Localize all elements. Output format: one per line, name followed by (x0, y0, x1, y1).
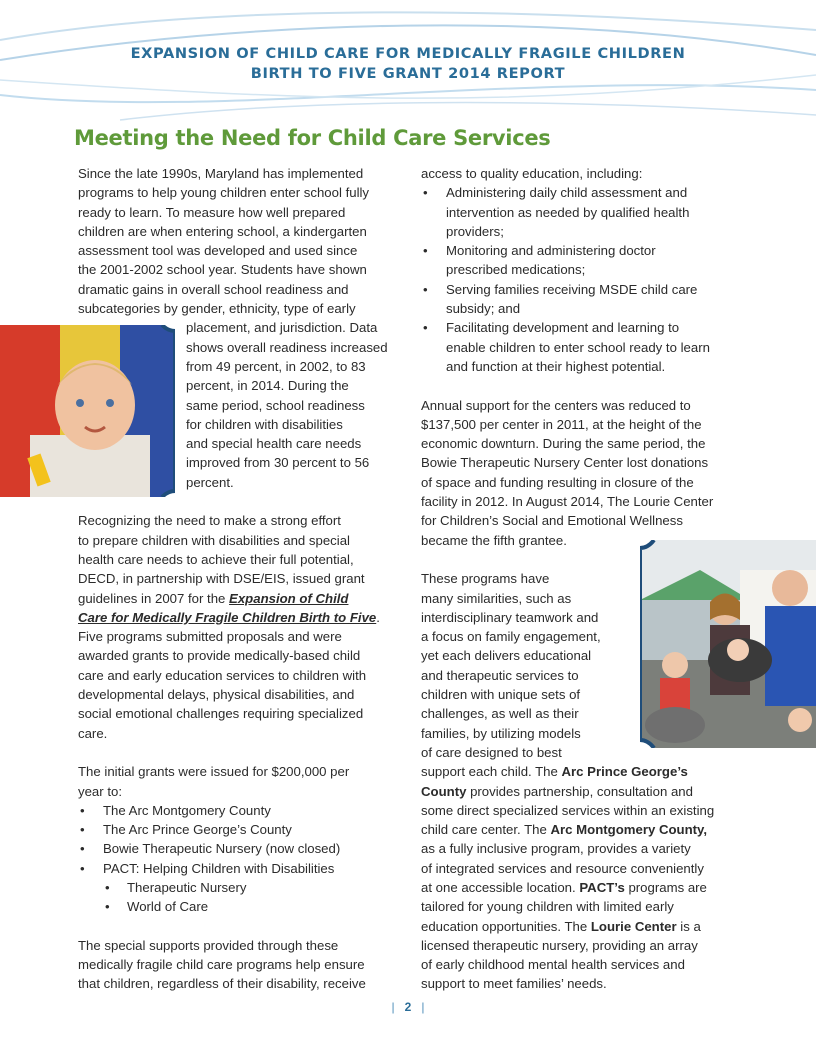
text-line: subsidy; and (446, 301, 521, 317)
text-line (78, 608, 418, 627)
text-line (78, 589, 418, 608)
text-line: care and early education services to children with (78, 667, 367, 683)
text-line: and therapeutic services to (421, 667, 579, 683)
text-line: access to quality education, including: (421, 166, 643, 181)
program-name: Arc Montgomery County, (550, 822, 708, 838)
text-line: that children, regardless of their disability, receive (78, 976, 366, 992)
bullet-icon: • (105, 899, 110, 915)
text-run: support each child. The (421, 764, 562, 780)
text-run: at one accessible location. (421, 879, 580, 895)
list-item (78, 801, 418, 820)
text-line: for Children’s Social and Emotional Wellness (421, 513, 683, 529)
text-line (421, 917, 751, 936)
text-run: education opportunities. The (421, 918, 591, 934)
text-run: programs are (624, 879, 707, 895)
page-number (0, 1000, 816, 1014)
text-run: provides partnership, consultation and (466, 783, 693, 799)
text-line: programs to help young children enter school fully (78, 185, 370, 201)
services-list (421, 183, 751, 376)
text-line: Serving families receiving MSDE child care (446, 281, 698, 297)
text-line: year to: (78, 783, 122, 799)
paragraph-special-supports (78, 936, 418, 994)
report-header (0, 44, 816, 84)
text-line: same period, school readiness (186, 397, 365, 413)
text-run: guidelines in 2007 for the (78, 590, 230, 606)
program-name: PACT’s (579, 879, 625, 895)
text-line: facility in 2012. In August 2014, The Lourie Center (421, 494, 714, 510)
text-line: from 49 percent, in 2002, to 83 (186, 358, 366, 374)
text-line: of early childhood mental health services and (421, 957, 685, 973)
grant-guidelines-link-cont[interactable]: Care for Medically Fragile Children Birth to Five (78, 609, 377, 625)
text-line: improved from 30 percent to 56 (186, 455, 370, 471)
list-item-text: Therapeutic Nursery (127, 879, 247, 895)
text-line: enable children to enter school ready to learn (446, 339, 710, 355)
text-line: The special supports provided through these (78, 937, 339, 953)
text-line: became the fifth grantee. (421, 532, 567, 548)
text-line: assessment tool was developed and used since (78, 243, 358, 259)
right-column (421, 164, 751, 994)
list-item-text: World of Care (127, 899, 209, 915)
paragraph-initial-grants (78, 762, 418, 916)
text-line: These programs have (421, 571, 550, 587)
text-line: interdisciplinary teamwork and (421, 609, 599, 625)
grant-guidelines-link[interactable]: Expansion of Child (229, 590, 349, 606)
text-line: economic downturn. During the same period, the (421, 436, 706, 452)
text-line: dramatic gains in overall school readiness and (78, 281, 349, 297)
text-line: health care needs to achieve their full potential, (78, 551, 354, 567)
text-line: of space and funding resulting in closure of the (421, 474, 694, 490)
program-name: County (421, 783, 467, 799)
sub-list-item (78, 897, 418, 916)
program-name: Arc Prince George’s (561, 764, 688, 780)
bullet-icon: • (423, 281, 428, 297)
text-line: The initial grants were issued for $200,000 per (78, 764, 350, 780)
text-line: children with unique sets of (421, 687, 581, 703)
text-line: social emotional challenges requiring specialized (78, 706, 364, 722)
text-line: and function at their highest potential. (446, 358, 666, 374)
text-line: medically fragile child care programs help ensure (78, 957, 365, 973)
list-item (421, 280, 751, 319)
text-line: DECD, in partnership with DSE/EIS, issued grant (78, 571, 365, 587)
text-line: Monitoring and administering doctor (446, 243, 656, 259)
page-number-value: 2 (404, 1000, 412, 1014)
list-item (421, 183, 751, 241)
list-item (421, 241, 751, 280)
text-line: shows overall readiness increased (186, 339, 388, 355)
text-line: yet each delivers educational (421, 648, 592, 664)
text-line: tailored for young children with limited early (421, 899, 674, 915)
text-run: is a (676, 918, 701, 934)
text-line: families, by utilizing models (421, 725, 581, 741)
text-line: Since the late 1990s, Maryland has implemented (78, 166, 364, 181)
header-line-2: BIRTH TO FIVE GRANT 2014 REPORT (250, 65, 566, 82)
text-line (421, 820, 751, 839)
bullet-icon: • (80, 822, 85, 838)
list-item-text: The Arc Prince George’s County (103, 822, 292, 838)
text-line: $137,500 per center in 2011, at the height of the (421, 416, 702, 432)
text-line: to prepare children with disabilities and special (78, 532, 350, 548)
text-line: support to meet families’ needs. (421, 976, 607, 992)
grantee-list (78, 801, 418, 917)
page-bar-left: | (391, 1000, 395, 1014)
program-name: Lourie Center (590, 918, 677, 934)
text-line (421, 762, 751, 781)
text-line: of integrated services and resource conveniently (421, 860, 704, 876)
page-bar-right: | (421, 1000, 425, 1014)
text-line: licensed therapeutic nursery, providing an array (421, 937, 698, 953)
section-title: Meeting the Need for Child Care Services (74, 126, 551, 150)
bullet-icon: • (423, 243, 428, 259)
paragraph-grant-guidelines (78, 511, 418, 743)
text-line: percent, in 2014. During the (186, 378, 349, 394)
list-item (78, 839, 418, 858)
paragraph-annual-support (421, 396, 751, 550)
list-item (78, 820, 418, 839)
text-line: Administering daily child assessment and (446, 185, 688, 201)
text-line: as a fully inclusive program, provides a variety (421, 841, 691, 857)
paragraph-intro (78, 164, 418, 492)
bullet-icon: • (80, 841, 85, 857)
left-column (78, 164, 418, 994)
text-line: many similarities, such as (421, 590, 572, 606)
paragraph-program-similarities (421, 569, 751, 994)
bullet-icon: • (80, 860, 85, 876)
text-line: Annual support for the centers was reduced to (421, 397, 691, 413)
bullet-icon: • (423, 185, 428, 201)
text-line: percent. (186, 474, 234, 490)
header-line-1: EXPANSION OF CHILD CARE FOR MEDICALLY FRAGILE CHILDREN (130, 45, 686, 62)
text-line: the 2001-2002 school year. Students have shown (78, 262, 367, 278)
list-item-text: PACT: Helping Children with Disabilities (103, 860, 335, 876)
text-line: subcategories by gender, ethnicity, type of early (78, 301, 356, 317)
text-line: intervention as needed by qualified health (446, 204, 690, 220)
text-run: child care center. The (421, 822, 551, 838)
list-item (421, 318, 751, 376)
list-item (78, 859, 418, 878)
text-line: of care designed to best (421, 744, 562, 760)
text-line: care. (78, 725, 108, 741)
text-line: and special health care needs (186, 436, 362, 452)
bullet-icon: • (423, 320, 428, 336)
text-line: a focus on family engagement, (421, 629, 601, 645)
text-line: awarded grants to provide medically-based child (78, 648, 361, 664)
bullet-icon: • (80, 802, 85, 818)
text-line: Bowie Therapeutic Nursery Center lost donations (421, 455, 709, 471)
text-line: ready to learn. To measure how well prepared (78, 204, 346, 220)
sub-list-item (78, 878, 418, 897)
text-run: . (376, 609, 380, 625)
list-item-text: Bowie Therapeutic Nursery (now closed) (103, 841, 341, 857)
text-line: providers; (446, 223, 504, 239)
list-item-text: The Arc Montgomery County (103, 802, 271, 818)
text-line: some direct specialized services within an existing (421, 802, 715, 818)
bullet-icon: • (105, 879, 110, 895)
text-line: Recognizing the need to make a strong effort (78, 513, 341, 529)
text-line: for children with disabilities (186, 416, 343, 432)
text-line (421, 782, 751, 801)
text-line: children are when entering school, a kindergarten (78, 223, 367, 239)
text-line: Five programs submitted proposals and were (78, 629, 342, 645)
text-line: Facilitating development and learning to (446, 320, 680, 336)
text-line: challenges, as well as their (421, 706, 579, 722)
text-line: prescribed medications; (446, 262, 586, 278)
text-line: developmental delays, physical disabilities, and (78, 687, 355, 703)
text-line (421, 878, 751, 897)
text-line: placement, and jurisdiction. Data (186, 320, 378, 336)
